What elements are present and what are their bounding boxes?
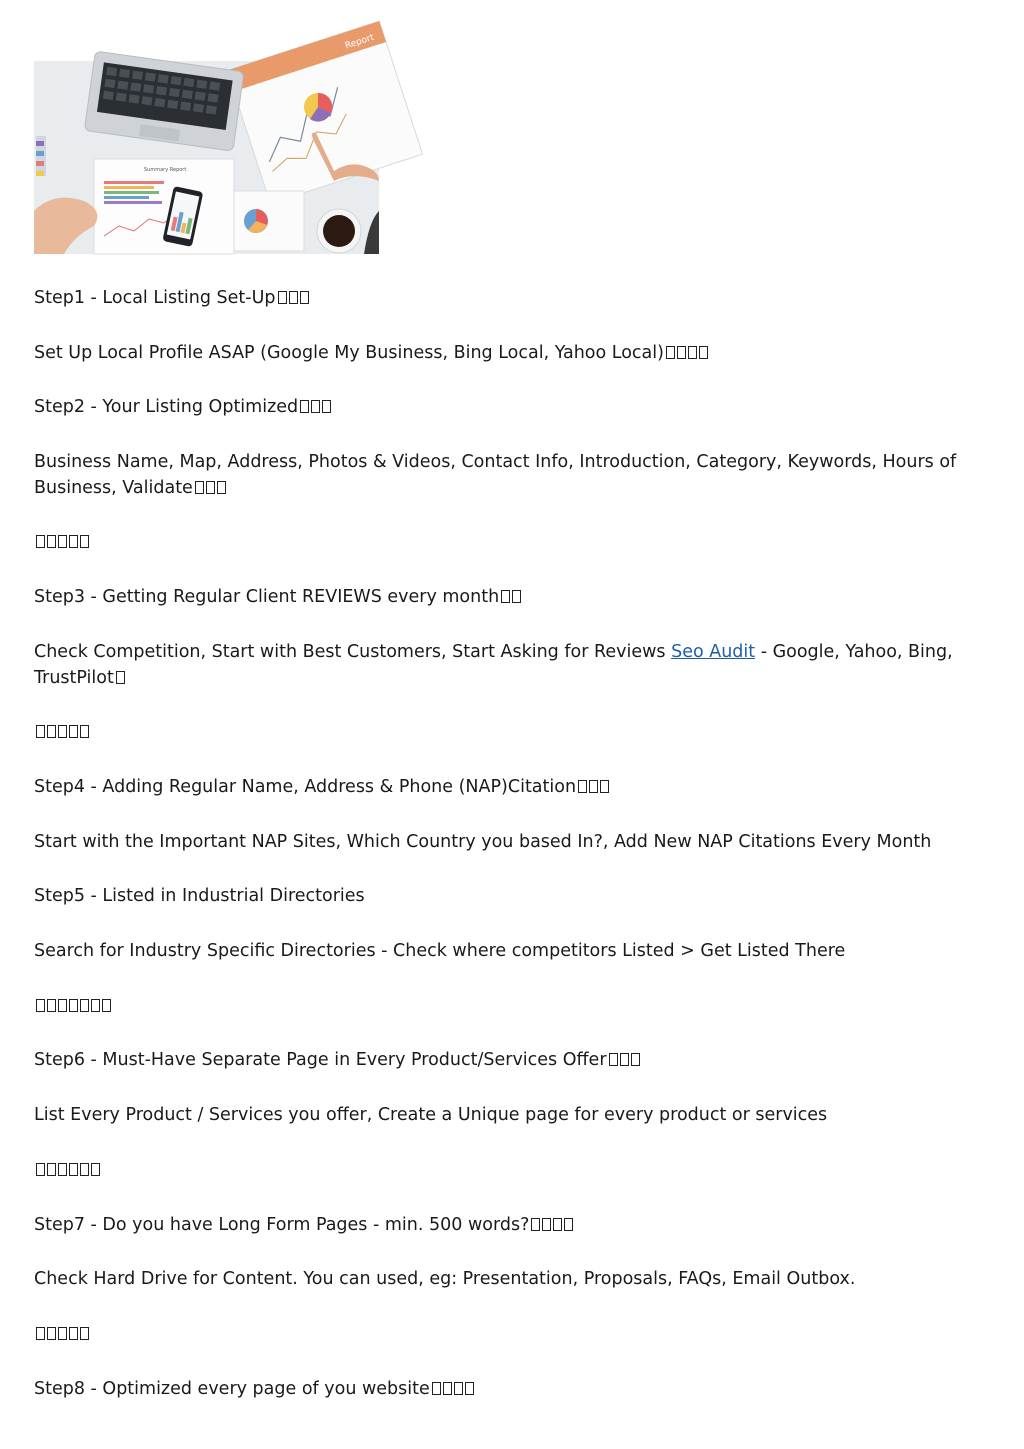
step1-title-text: Step1 - Local Listing Set-Up [34, 288, 276, 308]
step3-title [34, 584, 964, 610]
step5-desc-text: Search for Industry Specific Directories - Check where competitors Listed > Get Listed There [34, 941, 846, 961]
step3-title-text: Step3 - Getting Regular Client REVIEWS every month [34, 587, 500, 607]
separator-boxes-4 [34, 1157, 964, 1183]
step7-title [34, 1212, 964, 1238]
step2-title-text: Step2 - Your Listing Optimized [34, 397, 299, 417]
step1-desc-text: Set Up Local Profile ASAP (Google My Business, Bing Local, Yahoo Local) [34, 343, 664, 363]
step6-desc-text: List Every Product / Services you offer, Create a Unique page for every product or services [34, 1105, 828, 1125]
step7-desc-text: Check Hard Drive for Content. You can used, eg: Presentation, Proposals, FAQs, Email Outbox. [34, 1269, 856, 1289]
step3-desc-text: Check Competition, Start with Best Customers, Start Asking for Reviews [34, 642, 672, 662]
step3-desc [34, 639, 964, 691]
step8-title-text: Step8 - Optimized every page of you website [34, 1379, 430, 1399]
step4-desc [34, 829, 964, 855]
separator-boxes-1 [34, 529, 964, 555]
step5-desc [34, 938, 964, 964]
step3-desc-text-tail: - Google, Yahoo, Bing, TrustPilot [34, 642, 953, 688]
step2-title [34, 394, 964, 420]
step7-desc [34, 1266, 964, 1292]
step8-title [34, 1376, 964, 1402]
step2-desc-text: Business Name, Map, Address, Photos & Videos, Contact Info, Introduction, Category, Keywords, Hours of Business, Validate [34, 452, 957, 498]
seo-audit-link[interactable]: Seo Audit [671, 642, 756, 662]
step6-title-text: Step6 - Must-Have Separate Page in Every Product/Services Offer [34, 1050, 607, 1070]
separator-boxes-3 [34, 993, 964, 1019]
step4-title [34, 774, 964, 800]
step5-title-text: Step5 - Listed in Industrial Directories [34, 886, 365, 906]
step6-title [34, 1047, 964, 1073]
report-label: Report [343, 32, 376, 52]
separator-boxes-5 [34, 1321, 964, 1347]
step1-desc [34, 340, 964, 366]
step5-title [34, 883, 964, 909]
step1-title [34, 285, 964, 311]
step6-desc [34, 1102, 964, 1128]
step4-title-text: Step4 - Adding Regular Name, Address & Phone (NAP)Citation [34, 777, 577, 797]
step7-title-text: Step7 - Do you have Long Form Pages - min. 500 words? [34, 1215, 530, 1235]
summary-label: Summary Report [144, 167, 187, 173]
step4-desc-text: Start with the Important NAP Sites, Which Country you based In?, Add New NAP Citations Every Month [34, 832, 932, 852]
separator-boxes-2 [34, 719, 964, 745]
hero-image [34, 32, 379, 254]
step2-desc [34, 449, 964, 501]
analytics-desk-illustration [34, 32, 379, 254]
